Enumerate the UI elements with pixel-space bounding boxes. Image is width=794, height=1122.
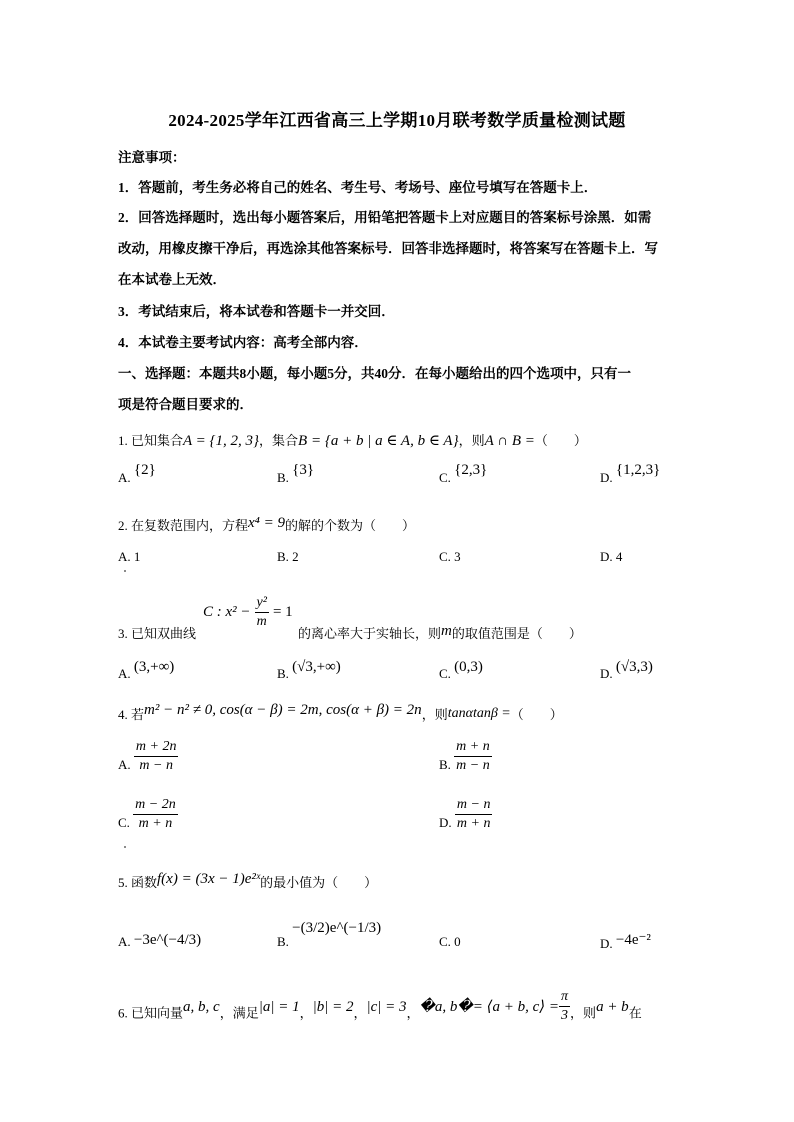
q3-option-b — [277, 659, 341, 683]
q6-text-3: ，则 — [570, 1005, 597, 1021]
q3-fraction — [255, 594, 269, 631]
option-label: C. — [439, 470, 451, 485]
q2-option-b — [277, 549, 299, 565]
option-value: −(3/2)e^(−1/3) — [292, 920, 382, 936]
frac-den: m + n — [456, 816, 491, 831]
option-label: C. — [439, 934, 451, 949]
option-value: (√3,+∞) — [292, 659, 341, 675]
q2-text-1: 2. 在复数范围内，方程 — [118, 518, 249, 533]
q6-pi-fraction — [559, 988, 570, 1025]
frac-den: m + n — [138, 816, 173, 831]
option-label: B. — [439, 757, 451, 773]
frac-num: m + n — [454, 738, 492, 757]
q3-hyperbola-equation — [203, 594, 293, 631]
q2-text-2: 的解的个数为（ ） — [285, 518, 416, 533]
frac-num: m − 2n — [133, 796, 178, 815]
q6-text-4: 在 — [628, 1005, 642, 1021]
option-value: −4e⁻² — [615, 932, 651, 948]
q3-text-3: 的取值范围是（ ） — [451, 626, 582, 641]
q1-blank: （ ） — [534, 433, 587, 448]
option-label: A. — [118, 470, 131, 485]
q6-norm-c: |c| = 3 — [366, 999, 407, 1016]
option-value: 3 — [454, 549, 461, 564]
q3-frac-num: y² — [255, 594, 269, 613]
question-4-stem — [118, 704, 563, 724]
notice-line-1: 1．答题前，考生务必将自己的姓名、考生号、考场号、座位号填写在答题卡上． — [118, 180, 598, 195]
q3-text-2 — [298, 623, 582, 643]
option-label: A. — [118, 934, 131, 949]
option-value: 0 — [454, 934, 461, 949]
q5-function: f(x) = (3x − 1)e²ˣ — [157, 871, 261, 887]
q1-set-a: A = {1, 2, 3} — [183, 433, 260, 449]
q6-vectors: a, b, c — [183, 999, 220, 1016]
q3-text-2a: 的离心率大于实轴长，则 — [298, 626, 442, 641]
q4-expression: tanαtanβ = — [447, 706, 511, 721]
q6-text-2: ，满足 — [219, 1005, 259, 1021]
frac-den: 3 — [561, 1008, 569, 1023]
option-label: C. — [439, 549, 451, 564]
option-label: D. — [600, 666, 613, 681]
option-label: D. — [600, 470, 613, 485]
q6-text-1: 6. 已知向量 — [118, 1005, 184, 1021]
q2-option-a — [118, 549, 140, 565]
q3-curve-rhs: = 1 — [272, 604, 293, 621]
q3-option-a — [118, 659, 175, 683]
q3-curve-lhs: C : x² − — [203, 604, 251, 621]
option-fraction — [454, 738, 492, 775]
page-title: 2024-2025学年江西省高三上学期10月联考数学质量检测试题 — [168, 111, 626, 130]
q1-option-b — [277, 462, 315, 487]
q4-option-a — [118, 738, 178, 775]
dot-mark — [124, 570, 126, 572]
option-label: A. — [118, 666, 131, 681]
option-fraction — [455, 796, 493, 833]
q4-option-b — [439, 738, 492, 775]
q1-option-d — [600, 462, 661, 487]
q6-expression: a + b — [596, 999, 629, 1016]
q1-set-b: B = {a + b | a ∈ A, b ∈ A} — [298, 433, 459, 449]
option-fraction — [134, 738, 179, 775]
option-value: {2,3} — [454, 462, 488, 478]
option-label: B. — [277, 666, 289, 681]
notice-line-3: 3．考试结束后，将本试卷和答题卡一并交回． — [118, 304, 395, 319]
notice-line-4: 4．本试卷主要考试内容：高考全部内容． — [118, 335, 368, 350]
q4-blank: （ ） — [510, 707, 563, 722]
q4-condition: m² − n² ≠ 0, cos(α − β) = 2m, cos(α + β) = 2n — [144, 702, 422, 718]
q1-option-c — [439, 462, 488, 487]
frac-num: m − n — [455, 796, 493, 815]
q2-option-c — [439, 549, 461, 565]
q6-norm-b: |b| = 2 — [312, 999, 354, 1016]
q4-text-1: 4. 若 — [118, 707, 145, 722]
notice-line-2a: 2．回答选择题时，选出每小题答案后，用铅笔把答题卡上对应题目的答案标号涂黑．如需 — [118, 210, 652, 225]
q4-option-d — [439, 796, 492, 833]
question-1-stem — [118, 430, 587, 450]
q6-angle-condition: �a, b�= ⟨a + b, c⟩ = — [419, 999, 560, 1016]
q4-option-c — [118, 796, 178, 833]
option-value: (√3,3) — [615, 659, 653, 675]
frac-den: m − n — [456, 758, 490, 773]
option-label: D. — [600, 936, 613, 951]
option-label: B. — [277, 934, 289, 949]
q5-option-c — [439, 934, 461, 950]
option-value: (3,+∞) — [133, 659, 175, 675]
option-label: C. — [118, 815, 130, 831]
option-value: {1,2,3} — [615, 462, 661, 478]
q6-norm-a: |a| = 1 — [258, 999, 300, 1016]
q3-option-c — [439, 659, 483, 683]
q5-text-1: 5. 函数 — [118, 875, 158, 890]
question-2-stem — [118, 515, 415, 535]
notice-heading: 注意事项： — [118, 150, 186, 165]
question-5-stem — [118, 872, 377, 892]
option-label: D. — [600, 549, 613, 564]
q3-text-1: 3. 已知双曲线 — [118, 626, 197, 641]
option-value: (0,3) — [454, 659, 483, 675]
notice-line-2b: 改动，用橡皮擦干净后，再选涂其他答案标号．回答非选择题时，将答案写在答题卡上．写 — [118, 241, 658, 256]
frac-num: π — [559, 988, 570, 1007]
q2-equation: x⁴ = 9 — [248, 515, 286, 531]
q5-option-d — [600, 934, 651, 953]
q1-text-1: 1. 已知集合 — [118, 433, 184, 448]
frac-num: m + 2n — [134, 738, 179, 757]
q1-option-a — [118, 462, 156, 487]
notice-line-2c: 在本试卷上无效． — [118, 272, 226, 287]
q3-option-d — [600, 659, 653, 683]
q3-var: m — [441, 623, 452, 639]
q2-option-d — [600, 549, 622, 565]
dot-mark — [124, 846, 126, 848]
option-value: 4 — [615, 549, 623, 564]
q3-frac-den: m — [256, 614, 267, 629]
q1-expression: A ∩ B = — [484, 433, 535, 449]
q5-text-2: 的最小值为（ ） — [260, 875, 378, 890]
option-label: A. — [118, 549, 131, 564]
option-label: C. — [439, 666, 451, 681]
option-value: 2 — [292, 549, 299, 564]
section-heading-line-2: 项是符合题目要求的． — [118, 397, 253, 412]
option-value: {3} — [292, 462, 315, 478]
question-6-stem: 6. 已知向量a, b, c，满足|a| = 1，|b| = 2，|c| = 3，�a, b�= ⟨a + b, c⟩ = $\frac{\pi}{3}$ ，则a + b在 — [118, 989, 642, 1023]
option-label: B. — [277, 470, 289, 485]
q1-text-3: ，则 — [458, 433, 485, 448]
option-fraction — [133, 796, 178, 833]
option-value: −3e^(−4/3) — [133, 932, 202, 948]
option-label: D. — [439, 815, 452, 831]
q4-text-2: ，则 — [421, 707, 448, 722]
q5-option-b — [277, 920, 382, 951]
q5-option-a — [118, 934, 201, 951]
option-value: 1 — [133, 549, 141, 564]
option-label: B. — [277, 549, 289, 564]
q1-text-2: ，集合 — [259, 433, 299, 448]
frac-den: m − n — [139, 758, 173, 773]
option-label: A. — [118, 757, 131, 773]
section-heading-line-1: 一、选择题：本题共8小题，每小题5分，共40分．在每小题给出的四个选项中，只有一 — [118, 366, 631, 381]
option-value: {2} — [133, 462, 156, 478]
